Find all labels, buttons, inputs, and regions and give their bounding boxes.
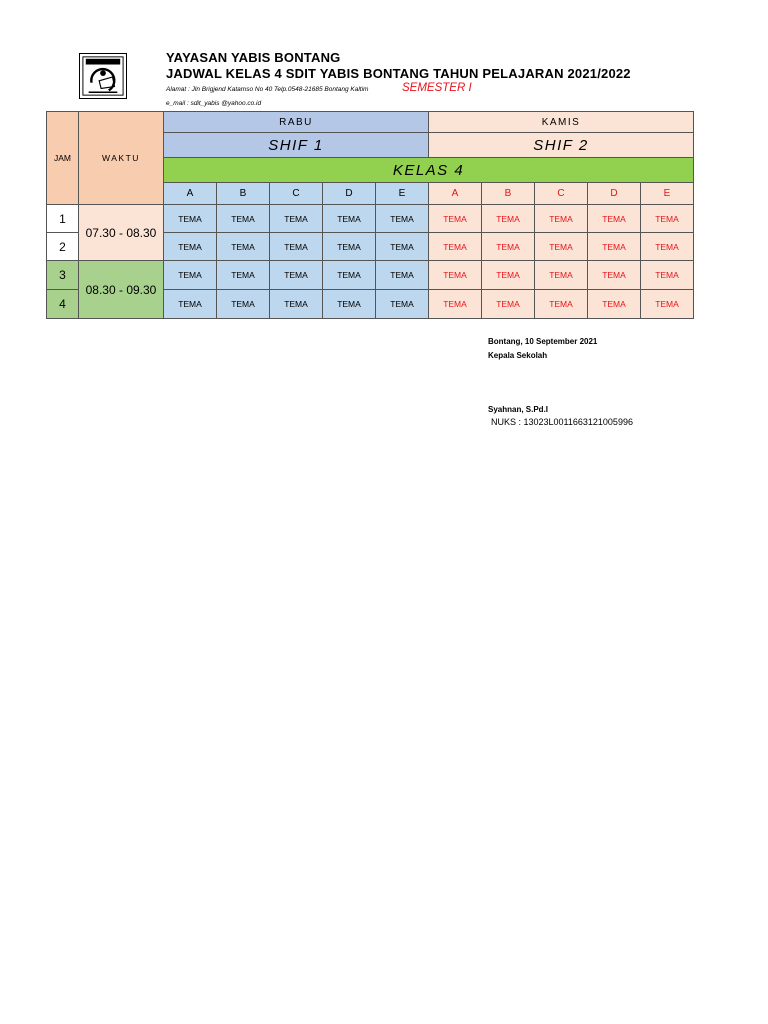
org-name: YAYASAN YABIS BONTANG	[166, 50, 341, 65]
jam-header: JAM	[47, 112, 79, 205]
schedule-cell: TEMA	[535, 261, 588, 290]
schedule-cell: TEMA	[641, 205, 694, 233]
schedule-cell: TEMA	[376, 205, 429, 233]
schedule-cell: TEMA	[323, 205, 376, 233]
school-address: Alamat : Jln Brigjend Katamso No 40 Telp.0548-21685 Bontang Kaltim	[166, 86, 369, 93]
school-email: e_mail : sdit_yabis @yahoo.co.id	[166, 100, 262, 107]
schedule-cell: TEMA	[641, 290, 694, 319]
schedule-cell: TEMA	[164, 233, 217, 261]
schedule-cell: TEMA	[270, 290, 323, 319]
schedule-cell: TEMA	[376, 233, 429, 261]
schedule-cell: TEMA	[429, 261, 482, 290]
schedule-cell: TEMA	[217, 261, 270, 290]
schedule-cell: TEMA	[535, 233, 588, 261]
schedule-cell: TEMA	[641, 261, 694, 290]
shift2-header: SHIF 2	[429, 133, 694, 158]
schedule-cell: TEMA	[482, 261, 535, 290]
shift1-header: SHIF 1	[164, 133, 429, 158]
class-header-rabu-b: B	[217, 183, 270, 205]
class-header-kamis-c: C	[535, 183, 588, 205]
class-header-rabu-e: E	[376, 183, 429, 205]
schedule-cell: TEMA	[376, 261, 429, 290]
jam-cell: 3	[47, 261, 79, 290]
class-header-kamis-b: B	[482, 183, 535, 205]
schedule-cell: TEMA	[323, 290, 376, 319]
class-header-kamis-e: E	[641, 183, 694, 205]
signature-name: Syahnan, S.Pd.I	[488, 405, 549, 414]
schedule-cell: TEMA	[482, 290, 535, 319]
schedule-cell: TEMA	[270, 205, 323, 233]
schedule-cell: TEMA	[588, 233, 641, 261]
schedule-table	[46, 111, 694, 319]
jam-cell: 1	[47, 205, 79, 233]
signature-nuks: NUKS : 13023L0011663121005996	[491, 417, 633, 427]
signature-role: Kepala Sekolah	[488, 351, 548, 360]
semester-label: SEMESTER I	[402, 82, 472, 94]
schedule-cell: TEMA	[429, 290, 482, 319]
jam-cell: 4	[47, 290, 79, 319]
class-header-rabu-a: A	[164, 183, 217, 205]
schedule-cell: TEMA	[270, 261, 323, 290]
schedule-cell: TEMA	[588, 290, 641, 319]
class-header-kamis-a: A	[429, 183, 482, 205]
waktu-cell: 07.30 - 08.30	[79, 205, 164, 261]
schedule-cell: TEMA	[535, 205, 588, 233]
schedule-cell: TEMA	[588, 261, 641, 290]
schedule-cell: TEMA	[164, 205, 217, 233]
schedule-cell: TEMA	[482, 233, 535, 261]
class-header-rabu-c: C	[270, 183, 323, 205]
schedule-cell: TEMA	[164, 261, 217, 290]
schedule-cell: TEMA	[164, 290, 217, 319]
day-kamis-header: KAMIS	[429, 112, 694, 133]
schedule-cell: TEMA	[588, 205, 641, 233]
schedule-title: JADWAL KELAS 4 SDIT YABIS BONTANG TAHUN PELAJARAN 2021/2022	[166, 66, 631, 81]
signature-date: Bontang, 10 September 2021	[488, 337, 598, 346]
waktu-cell: 08.30 - 09.30	[79, 261, 164, 319]
waktu-header: WAKTU	[79, 112, 164, 205]
kelas-header: KELAS 4	[164, 158, 694, 183]
schedule-cell: TEMA	[641, 233, 694, 261]
schedule-cell: TEMA	[217, 290, 270, 319]
schedule-cell: TEMA	[429, 205, 482, 233]
schedule-cell: TEMA	[535, 290, 588, 319]
table-row	[47, 261, 694, 290]
schedule-cell: TEMA	[323, 261, 376, 290]
schedule-cell: TEMA	[376, 290, 429, 319]
schedule-cell: TEMA	[323, 233, 376, 261]
schedule-cell: TEMA	[482, 205, 535, 233]
schedule-cell: TEMA	[217, 233, 270, 261]
schedule-cell: TEMA	[429, 233, 482, 261]
logo-emblem-icon	[80, 54, 126, 98]
class-header-rabu-d: D	[323, 183, 376, 205]
table-row	[47, 205, 694, 233]
school-logo	[79, 53, 127, 99]
jam-cell: 2	[47, 233, 79, 261]
class-header-kamis-d: D	[588, 183, 641, 205]
schedule-cell: TEMA	[270, 233, 323, 261]
day-rabu-header: RABU	[164, 112, 429, 133]
schedule-cell: TEMA	[217, 205, 270, 233]
